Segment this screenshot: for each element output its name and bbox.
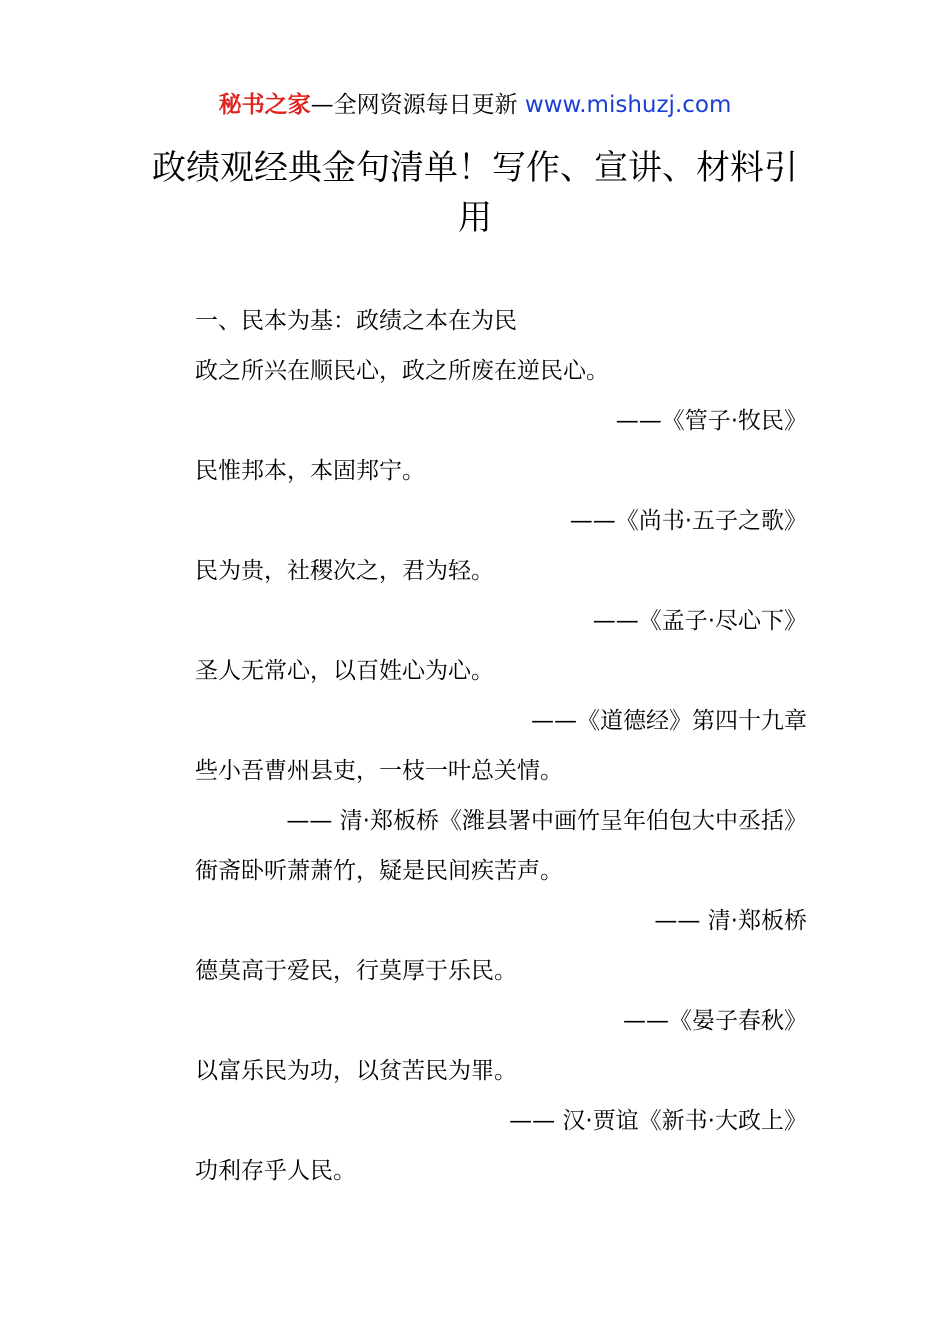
quote-text: 民惟邦本，本固邦宁。 [195, 458, 425, 484]
quote-text: 政之所兴在顺民心，政之所废在逆民心。 [195, 358, 609, 384]
site-slogan: —全网资源每日更新 [310, 92, 518, 118]
quote-text: 衙斋卧听萧萧竹，疑是民间疾苦声。 [195, 858, 563, 884]
quote-source: ——《道德经》第四十九章 [531, 708, 807, 734]
quote-source: —— 汉·贾谊《新书·大政上》 [509, 1108, 807, 1134]
quote-text: 民为贵，社稷次之，君为轻。 [195, 558, 494, 584]
quote-text: 以富乐民为功，以贫苦民为罪。 [195, 1058, 517, 1084]
document-body [195, 296, 807, 1196]
quote-source: ——《尚书·五子之歌》 [569, 508, 807, 534]
site-header [0, 88, 950, 122]
site-brand: 秘书之家 [218, 92, 311, 118]
document-title: 政绩观经典金句清单！写作、宣讲、材料引用 [152, 148, 798, 238]
quote-text: 些小吾曹州县吏，一枝一叶总关情。 [195, 758, 563, 784]
section-heading: 一、民本为基：政绩之本在为民 [195, 308, 517, 334]
quote-text: 圣人无常心，以百姓心为心。 [195, 658, 494, 684]
quote-text: 德莫高于爱民，行莫厚于乐民。 [195, 958, 517, 984]
quote-source: —— 清·郑板桥《潍县署中画竹呈年伯包大中丞括》 [286, 808, 807, 834]
quote-text: 功利存乎人民。 [195, 1158, 356, 1184]
quote-source: —— 清·郑板桥 [654, 908, 807, 934]
quote-source: ——《孟子·尽心下》 [592, 608, 807, 634]
quote-source: ——《晏子春秋》 [623, 1008, 807, 1034]
site-url-link[interactable]: www.mishuzj.com [524, 92, 732, 118]
quote-source: ——《管子·牧民》 [615, 408, 807, 434]
